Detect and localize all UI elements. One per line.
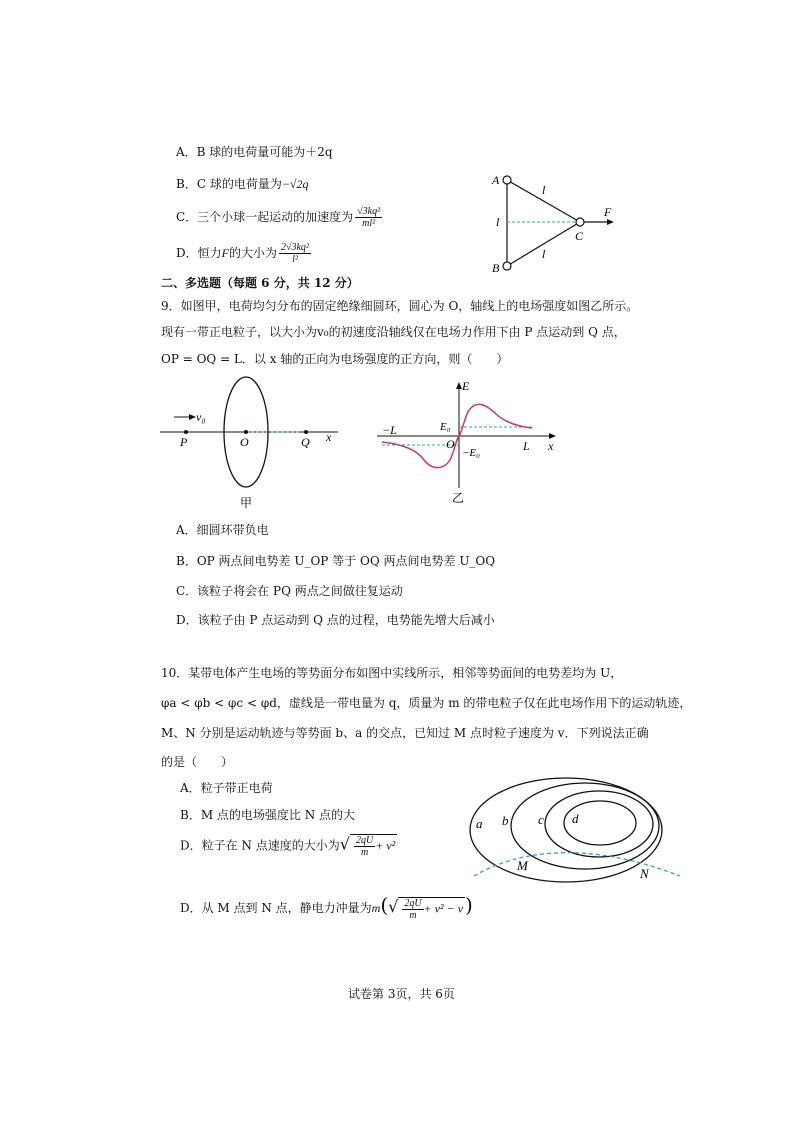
fraction-denominator: l²: [292, 254, 298, 265]
vertex-b-label: B: [492, 261, 500, 275]
radicand-tail: + v²: [375, 838, 396, 853]
q10-option-c-text: D．粒子在 N 点速度的大小为: [180, 838, 340, 853]
fraction-denominator: m: [409, 909, 417, 921]
point-q-label: Q: [301, 435, 310, 449]
fraction-denominator: ml²: [362, 218, 376, 229]
q8-option-a: A．B 球的电荷量可能为＋2q: [176, 145, 333, 159]
surface-a-label: a: [476, 816, 483, 831]
q9-figure-ring: [160, 375, 345, 515]
q10-stem-line1: 10．某带电体产生电场的等势面分布如图中实线所示，相邻等势面间的电势差均为 U，: [161, 666, 623, 680]
side-l-label-bottom: l: [542, 247, 546, 261]
q10-option-d-text: D．从 M 点到 N 点，静电力冲量为: [180, 901, 372, 915]
q9-option-a: A．细圆环带负电: [176, 523, 269, 537]
sqrt-icon: √: [388, 897, 399, 916]
axis-e-label: E: [462, 379, 470, 393]
q8-option-d: [176, 242, 311, 265]
surface-c-label: c: [538, 812, 544, 827]
section-heading: 二、多选题（每题 6 分，共 12 分）: [161, 276, 359, 290]
figure-caption: 甲: [240, 496, 253, 510]
q10-option-d-radicand: [398, 897, 465, 921]
q9-stem-line3: OP = OQ = L．以 x 轴的正向为电场强度的正方向，则（ ）: [161, 352, 509, 366]
e0-label: E₀: [440, 421, 451, 433]
q8-triangle-figure: [480, 168, 630, 278]
axis-x-label: x: [548, 439, 554, 453]
q8-option-d-fraction: [279, 242, 311, 265]
q10-option-b: B．M 点的电场强度比 N 点的大: [180, 808, 356, 822]
q10-stem-line2: φa < φb < φc < φd，虚线是一带电量为 q，质量为 m 的带电粒子仅在此电场作用下的运动轨迹，: [161, 696, 692, 710]
q10-equipotential-figure: [462, 770, 692, 885]
q8-option-b: [176, 175, 309, 192]
q10-option-d-mass: m: [371, 901, 381, 915]
radicand-tail: + v² − v: [423, 901, 464, 915]
q10-option-c: [180, 834, 397, 858]
sqrt-icon: √: [339, 834, 350, 854]
q8-option-d-text: D．恒力: [176, 246, 222, 260]
fraction-numerator: √3kq²: [357, 206, 381, 217]
vertex-c-label: C: [575, 229, 584, 243]
q9-figure-field-graph: [372, 378, 562, 506]
point-m-label: M: [517, 858, 528, 873]
v0-label: v₀: [196, 410, 206, 424]
q10-option-c-radicand: [350, 834, 397, 858]
q9-stem-line1: 9．如图甲，电荷均匀分布的固定绝缘细圆环，圆心为 O，轴线上的电场强度如图乙所示。: [161, 299, 639, 313]
q9-option-b: B．OP 两点间电势差 U_OP 等于 OQ 两点间电势差 U_OQ: [176, 554, 496, 568]
q10-option-a: A．粒子带正电荷: [180, 781, 273, 795]
fraction-numerator: 2√3kq²: [280, 242, 309, 253]
fraction-numerator: 2qU: [355, 835, 374, 846]
q10-option-d: [180, 893, 473, 921]
q9-option-c: C．该粒子将会在 PQ 两点之间做往复运动: [176, 584, 403, 598]
l-label: L: [523, 439, 530, 453]
paren-close-icon: ): [465, 893, 473, 917]
q10-stem-line4: 的是（ ）: [161, 755, 234, 769]
paren-open-icon: (: [380, 893, 389, 917]
neg-l-label: −L: [382, 423, 397, 437]
page-footer: 试卷第 3页，共 6页: [348, 987, 455, 1001]
vertex-a-label: A: [492, 173, 500, 187]
q9-option-d: D．该粒子由 P 点运动到 Q 点的过程，电势能先增大后减小: [176, 613, 495, 627]
point-n-label: N: [640, 866, 649, 881]
fraction-numerator: 2qU: [404, 897, 422, 909]
neg-e0-label: −E₀: [462, 447, 480, 459]
q8-option-d-force: F: [221, 246, 229, 260]
point-p-label: P: [180, 435, 188, 449]
figure-caption: 乙: [452, 491, 465, 505]
origin-label: O: [446, 437, 455, 451]
surface-d-label: d: [572, 811, 579, 826]
axis-x-label: x: [326, 430, 332, 444]
q8-option-c-fraction: [355, 206, 382, 229]
side-l-label-top: l: [542, 183, 546, 197]
q8-option-c-text: C．三个小球一起运动的加速度为: [176, 210, 354, 224]
force-f-label: F: [604, 205, 612, 219]
surface-b-label: b: [502, 813, 509, 828]
q9-stem-line2: 现有一带正电粒子，以大小为v₀的初速度沿轴线仅在电场力作用下由 P 点运动到 Q 点，: [161, 325, 626, 339]
q10-stem-line3: M、N 分别是运动轨迹与等势面 b、a 的交点，已知过 M 点时粒子速度为 v．下列说法正确: [161, 726, 649, 740]
q8-option-b-text: B．C 球的电荷量为: [176, 177, 282, 191]
fraction-denominator: m: [360, 847, 369, 858]
side-l-label-left: l: [496, 215, 500, 229]
q8-option-d-text2: 的大小为: [228, 246, 277, 260]
point-o-label: O: [240, 435, 249, 449]
q8-option-b-value: −√2q: [281, 177, 309, 191]
q8-option-c: [176, 206, 382, 229]
